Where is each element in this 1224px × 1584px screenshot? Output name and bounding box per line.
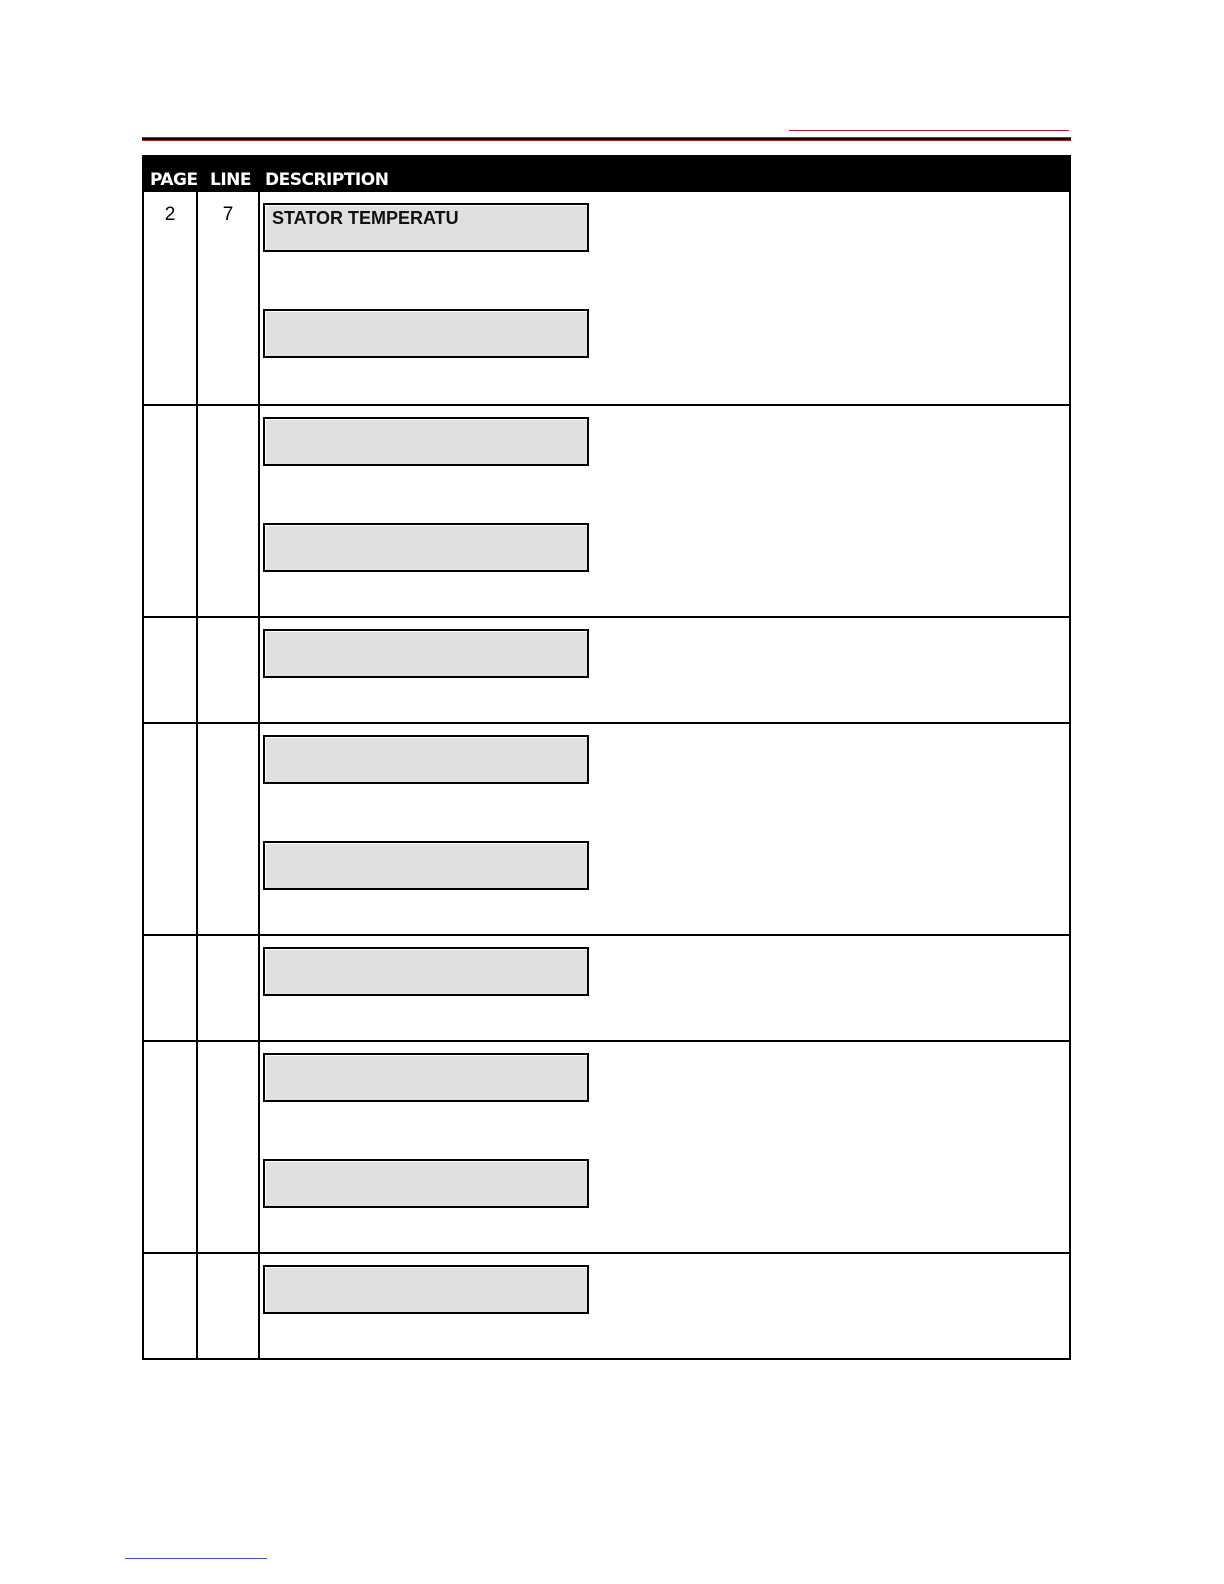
table-row	[144, 616, 1069, 722]
page-column-header: PAGE	[150, 170, 198, 190]
lcd-display-line-1	[263, 1265, 589, 1314]
lcd-display-line-2	[263, 523, 589, 572]
lcd-display-line-1	[263, 947, 589, 996]
lcd-display-line-1	[263, 735, 589, 784]
column-divider	[196, 936, 198, 1040]
column-divider	[258, 936, 260, 1040]
description-column-header: DESCRIPTION	[265, 170, 389, 190]
header-accent-line	[789, 130, 1069, 131]
table-row	[144, 192, 1069, 404]
lcd-display-text: STATOR TEMPERATU	[272, 208, 459, 228]
header-rule	[142, 137, 1071, 141]
lcd-display-line-1	[263, 629, 589, 678]
lcd-display-line-2	[263, 841, 589, 890]
lcd-display-line-2	[263, 309, 589, 358]
column-divider	[196, 1254, 198, 1358]
column-divider	[258, 1254, 260, 1358]
column-divider	[258, 618, 260, 722]
display-description-table	[142, 155, 1071, 1360]
lcd-display-line-1	[263, 203, 589, 252]
column-divider	[258, 192, 260, 404]
table-row	[144, 404, 1069, 616]
table-row	[144, 722, 1069, 934]
lcd-display-line-1	[263, 417, 589, 466]
column-divider	[258, 1042, 260, 1252]
lcd-display-line-2	[263, 1159, 589, 1208]
column-divider	[196, 406, 198, 616]
table-row	[144, 934, 1069, 1040]
column-divider	[258, 406, 260, 616]
table-header	[144, 157, 1069, 192]
line-column-header: LINE	[210, 170, 251, 190]
table-row	[144, 1252, 1069, 1358]
column-divider	[196, 724, 198, 934]
table-row	[144, 1040, 1069, 1252]
column-divider	[196, 1042, 198, 1252]
column-divider	[258, 724, 260, 934]
footer-link-underline[interactable]	[125, 1558, 267, 1559]
column-divider	[196, 618, 198, 722]
lcd-display-line-1	[263, 1053, 589, 1102]
line-number-cell: 7	[222, 204, 234, 225]
page-number-cell: 2	[164, 204, 176, 225]
